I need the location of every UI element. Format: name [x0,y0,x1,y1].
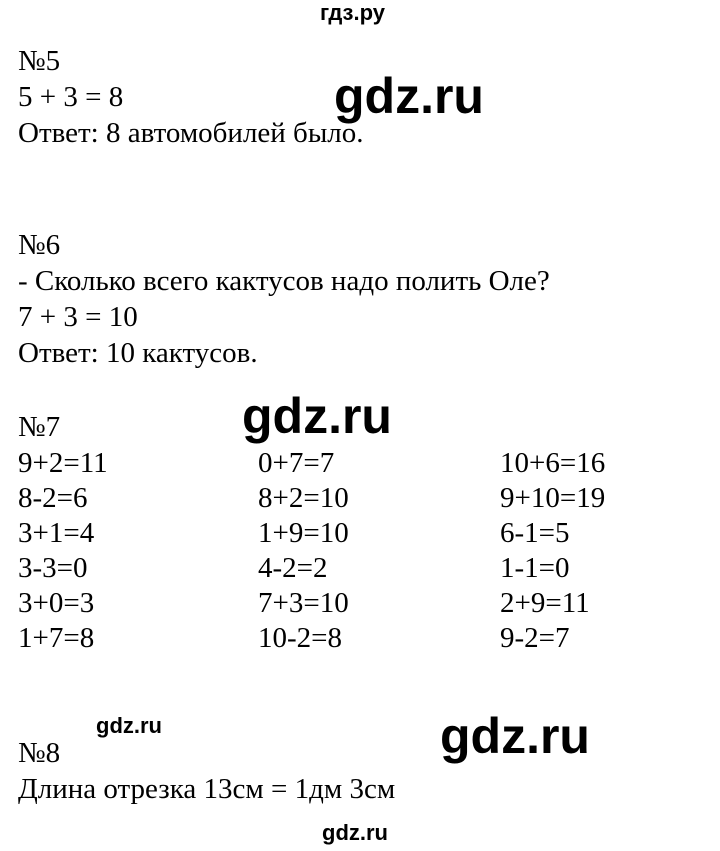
task5-answer: Ответ: 8 автомобилей было. [18,117,364,149]
watermark-logo: gdz.ru [334,68,484,124]
task7-equation: 3+0=3 [18,587,95,619]
watermark-logo: gdz.ru [96,713,162,738]
task7-equation: 9+2=11 [18,447,108,479]
task6-question: - Сколько всего кактусов надо полить Оле? [18,265,550,297]
task7-equation: 4-2=2 [258,552,328,584]
watermark-logo: gdz.ru [440,708,590,764]
task7-equation: 2+9=11 [500,587,590,619]
task8-answer: Длина отрезка 13см = 1дм 3см [18,773,396,805]
task7-equation: 10+6=16 [500,447,606,479]
task7-equation: 9-2=7 [500,622,570,654]
task7-equation: 3-3=0 [18,552,88,584]
task7-equation: 0+7=7 [258,447,335,479]
task6-number: №6 [18,229,61,261]
task5-equation: 5 + 3 = 8 [18,81,124,113]
watermark-logo: gdz.ru [242,388,392,444]
watermark-logo: gdz.ru [322,820,388,845]
task7-equation: 8-2=6 [18,482,88,514]
task5-number: №5 [18,45,61,77]
task7-equation: 1+7=8 [18,622,95,654]
task7-equation: 3+1=4 [18,517,95,549]
task7-equation: 8+2=10 [258,482,349,514]
task7-equation: 10-2=8 [258,622,343,654]
task6-answer: Ответ: 10 кактусов. [18,337,258,369]
site-header-label: гдз.ру [320,0,385,25]
task7-equation: 9+10=19 [500,482,606,514]
task7-equation: 1+9=10 [258,517,349,549]
task7-equation: 7+3=10 [258,587,349,619]
task7-equation: 6-1=5 [500,517,570,549]
task6-equation: 7 + 3 = 10 [18,301,138,333]
task7-equation: 1-1=0 [500,552,570,584]
task8-number: №8 [18,737,61,769]
task7-number: №7 [18,411,61,443]
